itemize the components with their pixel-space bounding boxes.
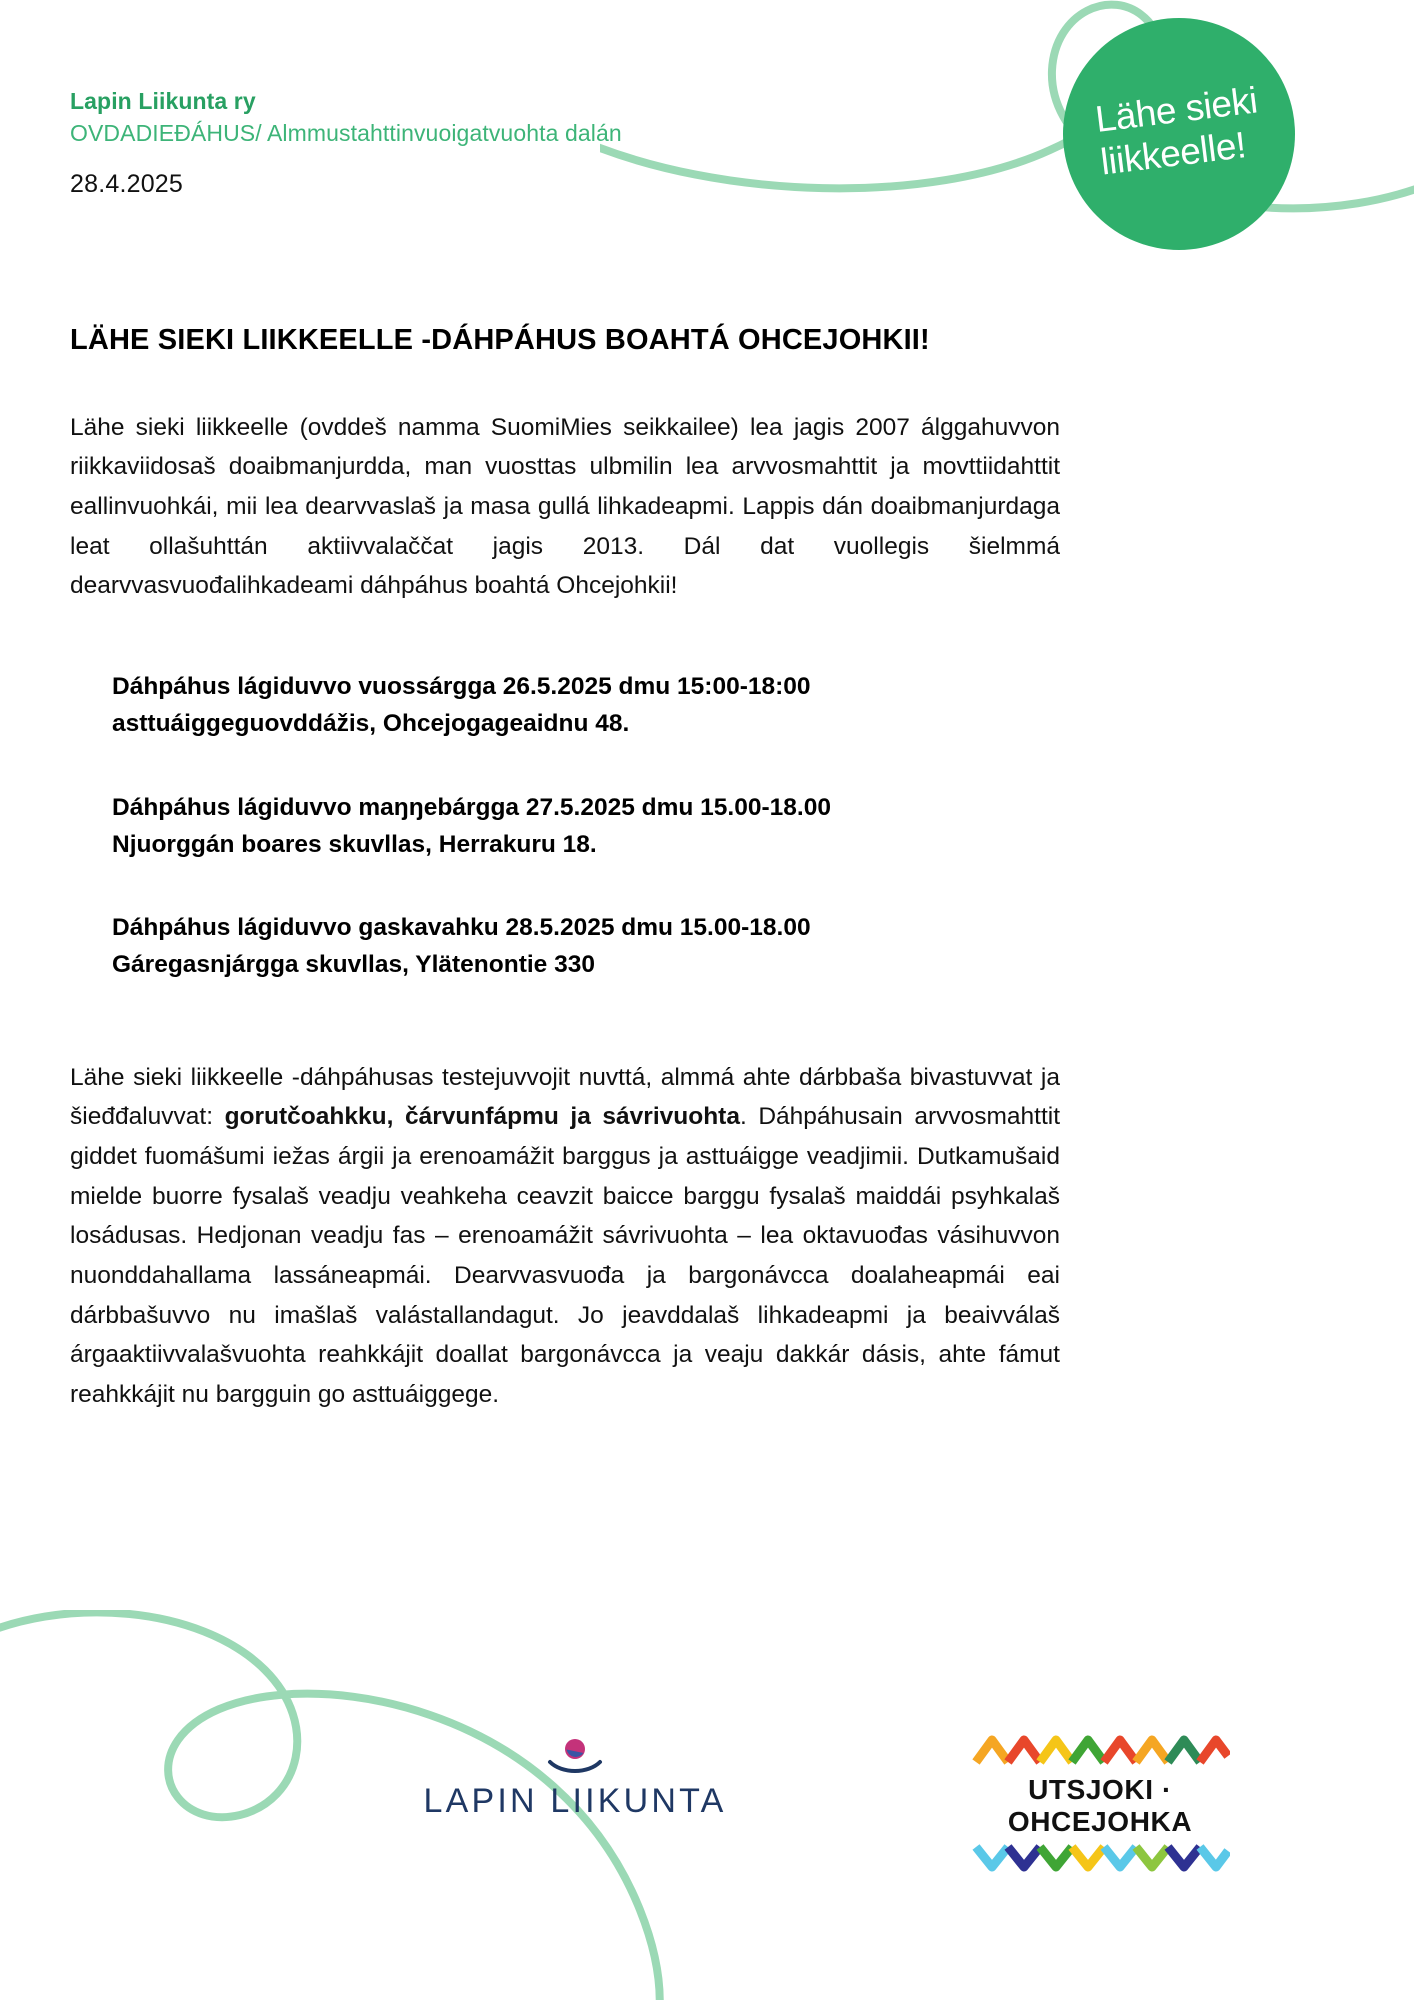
- organization-name: Lapin Liikunta ry: [70, 88, 256, 114]
- campaign-badge: [1063, 18, 1295, 250]
- page-title: LÄHE SIEKI LIIKKEELLE -DÁHPÁHUS BOAHTÁ OHCEJOHKII!: [70, 324, 930, 356]
- utsjoki-zigzag-top-icon: [970, 1734, 1230, 1766]
- closing-text-emphasis: gorutčoahkku, čárvunfápmu ja sávrivuohta: [224, 1103, 740, 1131]
- utsjoki-zigzag-bottom-icon: [970, 1841, 1230, 1873]
- list-item: [112, 909, 1060, 983]
- closing-text-part1: Lähe sieki liikkeelle -dáhpáhusas testejuvvojit nuvttá, almmá ahte dárbbaša bivastuvvat ja šieđđaluvvat:: [70, 1063, 1060, 1131]
- event-datetime: Dáhpáhus lágiduvvo vuossárgga 26.5.2025 dmu 15:00-18:00: [112, 673, 811, 701]
- event-datetime: Dáhpáhus lágiduvvo maŋŋebárgga 27.5.2025 dmu 15.00-18.00: [112, 793, 831, 821]
- event-location: Njuorggán boares skuvllas, Herrakuru 18.: [112, 830, 597, 858]
- document-date: 28.4.2025: [70, 170, 184, 199]
- event-datetime: Dáhpáhus lágiduvvo gaskavahku 28.5.2025 dmu 15.00-18.00: [112, 914, 811, 942]
- lapin-liikunta-mark-icon: [544, 1738, 606, 1778]
- lapin-liikunta-logo: [415, 1738, 735, 1821]
- campaign-badge-text: [1093, 80, 1265, 189]
- event-location: asttuáiggeguovddážis, Ohcejogageaidnu 48.: [112, 710, 630, 738]
- document-type-label: OVDADIEÐÁHUS/ Almmustahttinvuoigatvuohta dalán: [70, 120, 622, 147]
- intro-paragraph: Lähe sieki liikkeelle (ovddeš namma SuomiMies seikkailee) lea jagis 2007 álggahuvvon riikkaviidosaš doaibmanjurdda, man vuosttas ulbmilin lea arvvosmahttit ja movttiidahttit eallinvuohkái, mii lea dearvvaslaš ja masa gullá lihkadeapmi. Lappis dán doaibmanjurdaga leat ollašuhttán aktiivvalaččat jagis 2013. Dál dat vuollegis šielmmá dearvvasvuođalihkadeami dáhpáhus boahtá Ohcejohkii!: [70, 413, 1060, 600]
- closing-paragraph: [70, 1058, 1060, 1415]
- document-body: [70, 322, 1060, 1415]
- event-location: Gáregasnjárgga skuvllas, Ylätenontie 330: [112, 951, 595, 979]
- event-list: [112, 668, 1060, 983]
- lapin-liikunta-wordmark: LAPIN LIIKUNTA: [423, 1782, 727, 1820]
- closing-text-part2: . Dáhpáhusain arvvosmahttit giddet fuomášumi iežas árgii ja erenoamážit barggus ja asttuáigge veadjimii. Dutkamušaid mielde buorre fysalaš veadju veahkeha ceavzit baicce barggu fysalaš maiddái psyhkalaš losádusas. Hedjonan veadju fas – erenoamážit sávrivuohta – lea oktavuođas vásihuvvon nuonddahallama lassáneapmái. Dearvvasvuođa ja bargonávcca doalaheapmái eai dárbbašuvvo nu imašlaš valástallandagut. Jo jeavddalaš lihkadeapmi ja beaivválaš árgaaktiivvalašvuohta reahkkájit doallat bargonávcca ja veaju dakkár dásis, ahte fámut reahkkájit nu bargguin go asttuáiggege.: [70, 1103, 1061, 1409]
- list-item: [112, 668, 1060, 742]
- utsjoki-wordmark: UTSJOKI · OHCEJOHKA: [1007, 1774, 1193, 1837]
- campaign-badge-line1: Lähe sieki: [1092, 79, 1260, 141]
- campaign-badge-line2: liikkeelle!: [1098, 124, 1248, 183]
- footer-logos: [0, 1730, 1414, 1900]
- list-item: [112, 789, 1060, 863]
- document-header: [70, 86, 830, 199]
- utsjoki-ohcejohka-logo: [955, 1734, 1245, 1878]
